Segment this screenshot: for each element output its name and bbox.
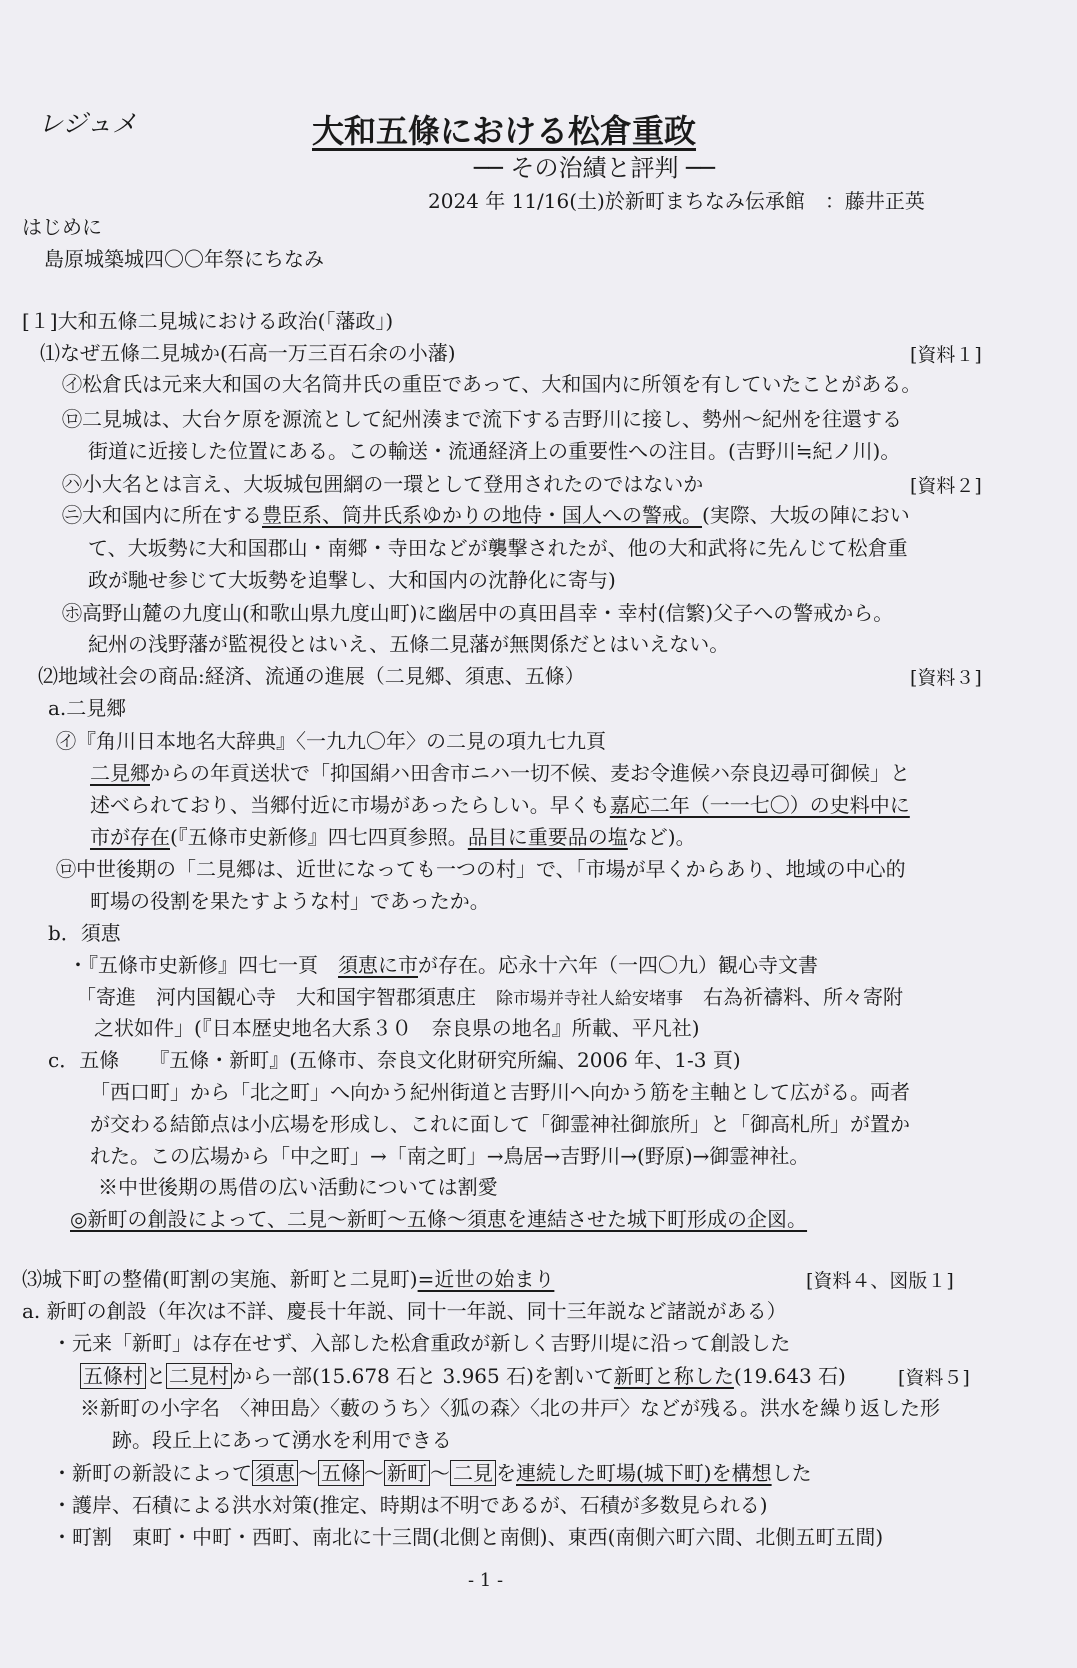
futami-go-underlined: 二見郷 xyxy=(90,761,150,785)
sub2-c-line3: れた。この広場から「中之町」→「南之町」→鳥居→吉野川→(野原)→御霊神社。 xyxy=(90,1144,810,1168)
sub2-b-line2 xyxy=(76,982,903,1015)
date-venue-author: 2024 年 11/16(土)於新町まちなみ伝承館 ：藤井正英 xyxy=(428,189,925,213)
sub2-ref: [資料３] xyxy=(910,667,982,689)
sub3-line6: ・護岸、石積による洪水対策(推定、時期は不明であるが、石積が多数見られる) xyxy=(52,1493,768,1517)
sub2-c-line1: 「西口町」から「北之町」へ向かう紀州街道と吉野川へ向かう筋を主軸として広がる。両者 xyxy=(90,1080,910,1104)
sub3-line7: ・町割 東町・中町・西町、南北に十三間(北側と南側)、東西(南側六町六間、北側五町五間) xyxy=(52,1525,884,1549)
sub2-a-ro-line1: ㋺中世後期の「二見郷は、近世になっても一つの村」で、「市場が早くからあり、地域の中心的 xyxy=(56,857,906,881)
sub3-line5-pre: ・新町の新設によって xyxy=(52,1461,252,1485)
tilde-1: 〜 xyxy=(298,1461,318,1485)
sue-box: 須恵 xyxy=(252,1460,298,1486)
sub3-line5-post: した xyxy=(771,1461,812,1485)
sub2-a-i-line4 xyxy=(90,822,696,853)
sub1-item-ro-line1: ㋺二見城は、大台ケ原を源流として紀州湊まで流下する吉野川に接し、勢州〜紀州を往還する xyxy=(62,407,902,431)
sub3-a-heading: a. 新町の創設（年次は不詳、慶長十年説、同十一年説、同十三年説など諸説がある） xyxy=(22,1299,787,1323)
sub2-c-plan: ◎新町の創設によって、二見〜新町〜五條〜須恵を連結させた城下町形成の企図。 xyxy=(70,1207,808,1231)
section1-heading: [１]大和五條二見城における政治(「藩政」) xyxy=(22,309,394,333)
page-title: 大和五條における松倉重政 xyxy=(312,112,697,150)
sub2-b-line1-post: が存在。応永十六年（一四〇九）観心寺文書 xyxy=(418,953,818,977)
sub1-heading: ⑴なぜ五條二見城か(石高一万三百石余の小藩) xyxy=(40,341,456,365)
sub2-a-i-line4-post: など)。 xyxy=(627,825,696,849)
sub1-item-i: ㋑松倉氏は元来大和国の大名筒井氏の重臣であって、大和国内に所領を有していたことがある。 xyxy=(62,372,922,396)
intro-heading: はじめに xyxy=(22,215,102,239)
sub3-line3: ※新町の小字名 〈神田島〉〈藪のうち〉〈狐の森〉〈北の井戸〉などが残る。洪水を繰り返した形 xyxy=(80,1396,940,1420)
kaou-underlined: 嘉応二年（一一七〇）の史料中に xyxy=(609,793,910,817)
sub3-ref: [資料４、図版１] xyxy=(806,1270,954,1292)
sub3-line4: 跡。段丘上にあって湧水を利用できる xyxy=(112,1428,452,1452)
sub3-line2-post: (19.643 石) xyxy=(733,1364,846,1388)
salt-underlined: 品目に重要品の塩 xyxy=(467,825,628,849)
sub2-b-line3: 之状如件」(『日本歴史地名大系３０ 奈良県の地名』所載、平凡社) xyxy=(94,1016,700,1040)
sub3-heading xyxy=(22,1264,554,1295)
market-exists-underlined: 市が存在 xyxy=(90,825,170,849)
futami-village-box: 二見村 xyxy=(166,1363,232,1389)
sub3-line2-mid: から一部(15.678 石と 3.965 石)を割いて xyxy=(232,1364,614,1388)
sub2-a-i-line3 xyxy=(90,790,910,821)
sub2-a-i-line3-pre: 述べられており、当郷付近に市場があったらしい。早くも xyxy=(90,793,610,817)
sue-market-underlined: 須恵に市 xyxy=(338,953,418,977)
shinmachi-box: 新町 xyxy=(384,1460,430,1486)
sub1-item-ni-line2: て、大坂勢に大和国郡山・南郷・寺田などが襲撃されたが、他の大和武将に先んじて松倉重 xyxy=(88,536,908,560)
sub2-a-heading: a.二見郷 xyxy=(48,696,127,720)
sub1-item-ni-line1 xyxy=(62,500,910,531)
sub1-item-ha: ㋩小大名とは言え、大坂城包囲網の一環として登用されたのではないか xyxy=(62,472,704,496)
page-number: - 1 - xyxy=(468,1570,504,1591)
sub1-item-ni-line3: 政が馳せ参じて大坂勢を追撃し、大和国内の沈静化に寄与) xyxy=(88,568,616,592)
sub2-a-i-line1: ㋑『角川日本地名大辞典』〈一九九〇年〉の二見の項九七九頁 xyxy=(56,729,606,753)
sub1-ha-ref: [資料２] xyxy=(910,475,982,497)
sub1-ni-post: (実際、大坂の陣におい xyxy=(702,503,910,527)
futami-box: 二見 xyxy=(450,1460,496,1486)
castle-town-underlined: 連続した町場(城下町)を構想 xyxy=(516,1461,772,1485)
sub1-item-ho-line1: ㋭高野山麓の九度山(和歌山県九度山町)に幽居中の真田昌幸・幸村(信繁)父子への警戒から。 xyxy=(62,601,894,625)
sub2-a-i-line4-mid: (『五條市史新修』四七四頁参照。 xyxy=(170,825,468,849)
sub1-item-ho-line2: 紀州の浅野藩が監視役とはいえ、五條二見藩が無関係だとはいえない。 xyxy=(88,632,730,656)
sub2-a-ro-line2: 町場の役割を果たすような村」であったか。 xyxy=(90,889,490,913)
sub3-line5-wo: を xyxy=(496,1461,516,1485)
page-subtitle: ── その治績と評判 ── xyxy=(474,154,716,182)
resume-label: レジュメ xyxy=(38,109,137,138)
sub3-line1: ・元来「新町」は存在せず、入部した松倉重政が新しく吉野川堤に沿って創設した xyxy=(52,1331,791,1355)
tilde-2: 〜 xyxy=(364,1461,384,1485)
sub3-line2 xyxy=(80,1361,846,1392)
sub2-c-note: ※中世後期の馬借の広い活動については割愛 xyxy=(98,1175,498,1199)
early-modern-underlined: =近世の始まり xyxy=(417,1267,555,1291)
sub2-b-line2-small: 除市場并寺社人給安堵事 xyxy=(496,989,683,1009)
sub2-a-i-line2 xyxy=(90,758,910,789)
sub1-item-ro-line2: 街道に近接した位置にある。この輸送・流通経済上の重要性への注目。(吉野川≒紀ノ川)。 xyxy=(88,439,901,463)
sub1-ni-pre: ㋥大和国内に所在する xyxy=(62,503,262,527)
sub2-c-line2: が交わる結節点は小広場を形成し、これに面して「御霊神社御旅所」と「御高札所」が置か xyxy=(90,1112,910,1136)
sub2-b-line1 xyxy=(68,950,818,981)
sub3-and: と xyxy=(146,1364,166,1388)
gojo-village-box: 五條村 xyxy=(80,1363,146,1389)
sub2-b-heading: b．須恵 xyxy=(48,921,121,945)
sub2-b-line1-pre: ・『五條市史新修』四七一頁 xyxy=(68,953,338,977)
sub2-c-heading: c．五條 『五條・新町』(五條市、奈良文化財研究所編、2006 年、1-3 頁) xyxy=(48,1048,741,1072)
shinmachi-named-underlined: 新町と称した xyxy=(613,1364,734,1388)
sub2-b-line2-post: 右為祈禱料、所々寄附 xyxy=(703,985,903,1009)
gojo-box: 五條 xyxy=(318,1460,364,1486)
sub3-heading-pre: ⑶城下町の整備(町割の実施、新町と二見町) xyxy=(22,1267,418,1291)
sub1-ref: [資料１] xyxy=(910,344,982,366)
sub3-line5 xyxy=(52,1458,812,1489)
sub1-ni-underlined: 豊臣系、筒井氏系ゆかりの地侍・国人への警戒。 xyxy=(262,503,702,527)
sub2-a-i-line2-text: からの年貢送状で「抑国絹ハ田舎市ニハ一切不候、麦お令進候ハ奈良辺尋可御候」と xyxy=(150,761,910,785)
tilde-3: 〜 xyxy=(430,1461,450,1485)
intro-text: 島原城築城四〇〇年祭にちなみ xyxy=(44,247,324,271)
sub2-b-line2-text: 「寄進 河内国観心寺 大和国宇智郡須恵庄 xyxy=(76,985,476,1009)
sub3-line2-ref: [資料５] xyxy=(898,1367,970,1389)
sub2-heading: ⑵地域社会の商品:経済、流通の進展（二見郷、須恵、五條） xyxy=(38,664,585,688)
